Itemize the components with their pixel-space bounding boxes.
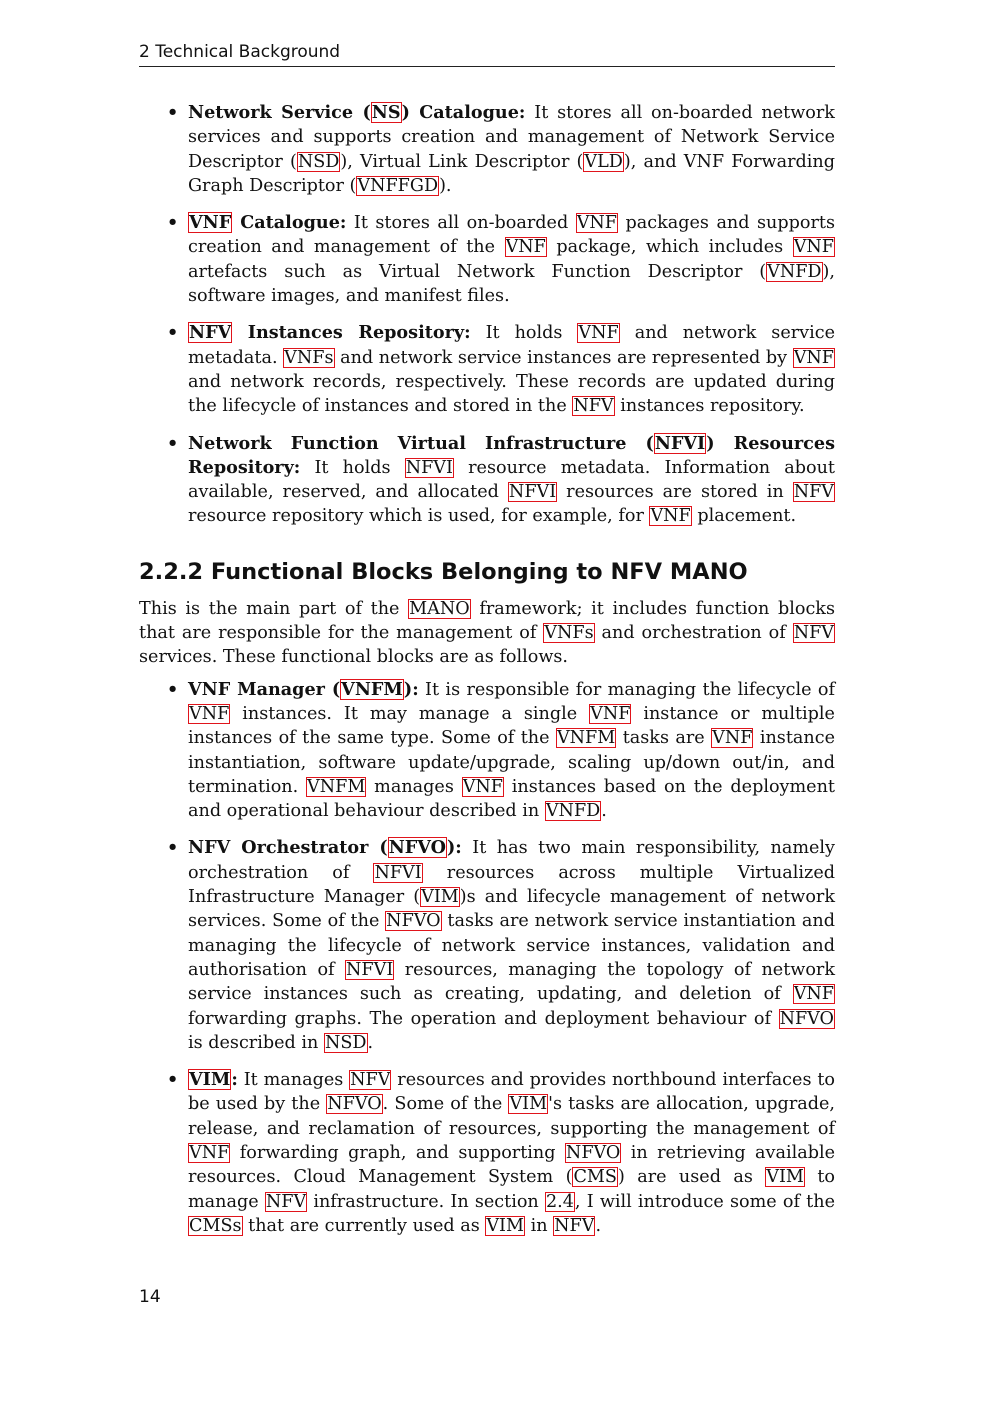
acronym-link[interactable]: MANO: [409, 598, 470, 619]
page-number: 14: [139, 1287, 161, 1307]
acronym-link[interactable]: VNFM: [341, 678, 403, 700]
acronym-link[interactable]: NFVO: [779, 1008, 834, 1029]
acronym-link[interactable]: VNF: [189, 212, 232, 234]
list-item: [139, 1068, 835, 1238]
acronym-link[interactable]: NFVO: [327, 1094, 382, 1115]
item-term: NFV Orchestrator (NFVO):: [188, 837, 462, 859]
acronym-link[interactable]: NFVO: [388, 837, 446, 859]
item-description: It holds VNF and network service metadata. VNFs and network service instances are represented by VNF and network records, respectively. These records are updated during the lifecycle of instances and stored in the NFV instances repository.: [188, 323, 835, 417]
acronym-link[interactable]: 2.4: [545, 1191, 574, 1212]
acronym-link[interactable]: VNF: [576, 213, 618, 234]
acronym-link[interactable]: VIM: [421, 887, 459, 908]
section-heading: 2.2.2 Functional Blocks Belonging to NFV MANO: [139, 558, 748, 585]
acronym-link[interactable]: NFVO: [565, 1142, 621, 1163]
running-header: 2 Technical Background: [139, 40, 835, 67]
acronym-link[interactable]: CMS: [573, 1167, 617, 1188]
item-term: VIM:: [189, 1069, 238, 1091]
item-description: It has two main responsibility, namely orchestration of NFVI resources across multiple Virtualized Infrastructure Manager (VIM)s and lifecycle management of network services. Some of the NFVO tasks are network service instantiation and managing the lifecycle of network service instances, validation and authorisation of NFVI resources, managing the topology of network service instances such as creating, updating, and deletion of VNF forwarding graphs. The operation and deployment behaviour of NFVO is described in NSD.: [188, 838, 836, 1053]
bullet-icon: •: [167, 322, 179, 344]
bullet-icon: •: [167, 212, 179, 234]
item-description: It holds NFVI resource metadata. Information about available, reserved, and allocated NFVI resources are stored in NFV resource repository which is used, for example, for VNF placement.: [188, 457, 835, 527]
acronym-link[interactable]: NFVI: [405, 457, 453, 478]
acronym-link[interactable]: NFVI: [374, 862, 422, 883]
list-item: [139, 211, 835, 308]
bullet-icon: •: [167, 432, 179, 454]
acronym-link[interactable]: VNFFGD: [357, 175, 439, 196]
acronym-link[interactable]: VNF: [793, 237, 834, 258]
item-term: Network Service (NS) Catalogue:: [188, 102, 526, 123]
acronym-link[interactable]: VNF: [590, 703, 631, 724]
functional-blocks-list: [139, 678, 835, 1239]
acronym-link[interactable]: NFV: [793, 482, 834, 503]
list-item: [139, 101, 835, 198]
bullet-icon: •: [167, 837, 179, 859]
acronym-link[interactable]: CMSs: [189, 1215, 242, 1236]
acronym-link[interactable]: VNF: [505, 237, 546, 258]
acronym-link[interactable]: NS: [371, 102, 401, 123]
acronym-link[interactable]: VIM: [189, 1069, 231, 1091]
acronym-link[interactable]: NFV: [189, 322, 232, 344]
bullet-icon: •: [167, 102, 179, 123]
acronym-link[interactable]: VNFD: [767, 261, 822, 282]
list-item: [139, 836, 835, 1055]
item-term: VNF Manager (VNFM):: [188, 678, 419, 700]
item-term: NFV Instances Repository:: [189, 322, 471, 344]
acronym-link[interactable]: NFV: [554, 1215, 595, 1236]
acronym-link[interactable]: VNF: [712, 728, 753, 749]
acronym-link[interactable]: NFV: [573, 396, 614, 417]
item-term: Network Function Virtual Infrastructure (NFVI) Resources Repository:: [188, 432, 835, 478]
acronym-link[interactable]: VNF: [578, 323, 619, 344]
acronym-link[interactable]: NSD: [324, 1032, 367, 1053]
acronym-link[interactable]: NFVI: [654, 432, 706, 454]
acronym-link[interactable]: VLD: [584, 151, 623, 172]
acronym-link[interactable]: VNF: [650, 506, 691, 527]
acronym-link[interactable]: NFV: [350, 1070, 391, 1091]
acronym-link[interactable]: NFV: [793, 623, 835, 644]
acronym-link[interactable]: VNFs: [284, 347, 334, 368]
acronym-link[interactable]: VNF: [793, 984, 834, 1005]
acronym-link[interactable]: VIM: [509, 1094, 548, 1115]
acronym-link[interactable]: VIM: [766, 1167, 804, 1188]
acronym-link[interactable]: NFVI: [346, 959, 394, 980]
acronym-link[interactable]: NSD: [297, 151, 340, 172]
intro-paragraph: This is the main part of the MANO framework; it includes function blocks that are responsible for the management of VNFs and orchestration of NFV services. These functional blocks are as follows.: [139, 598, 835, 668]
acronym-link[interactable]: VNF: [189, 703, 230, 724]
acronym-link[interactable]: VNFD: [545, 801, 601, 822]
acronym-link[interactable]: NFVO: [386, 911, 441, 932]
acronym-link[interactable]: NFV: [265, 1191, 307, 1212]
repository-list: [139, 101, 835, 529]
acronym-link[interactable]: VNF: [462, 776, 503, 797]
acronym-link[interactable]: VNFs: [544, 623, 594, 644]
list-item: [139, 321, 835, 418]
item-description: It is responsible for managing the lifecycle of VNF instances. It may manage a single VNF instance or multiple instances of the same type. Some of the VNFM tasks are VNF instance instantiation, software update/upgrade, scaling up/down out/in, and termination. VNFM manages VNF instances based on the deployment and operational behaviour described in VNFD.: [188, 679, 835, 822]
acronym-link[interactable]: VNFM: [556, 728, 616, 749]
item-description: It stores all on-boarded VNF packages and supports creation and management of the VNF package, which includes VNF artefacts such as Virtual Network Function Descriptor (VNFD), software images, and manifest files.: [188, 213, 836, 307]
list-item: [139, 678, 835, 824]
bullet-icon: •: [167, 1069, 179, 1091]
list-item: [139, 432, 835, 529]
acronym-link[interactable]: VIM: [486, 1215, 524, 1236]
acronym-link[interactable]: VNF: [793, 347, 834, 368]
acronym-link[interactable]: NFVI: [508, 482, 557, 503]
item-term: VNF Catalogue:: [189, 212, 347, 234]
acronym-link[interactable]: VNFM: [307, 776, 366, 797]
item-description: It stores all on-boarded network services and supports creation and management of Network Service Descriptor (NSD), Virtual Link Descriptor (VLD), and VNF Forwarding Graph Descriptor (VNFFGD).: [188, 103, 835, 196]
bullet-icon: •: [167, 678, 179, 700]
item-description: It manages NFV resources and provides northbound interfaces to be used by the NFVO. Some of the VIM's tasks are allocation, upgrade, release, and reclamation of resources, supporting the management of VNF forwarding graph, and supporting NFVO in retrieving available resources. Cloud Management System (CMS) are used as VIM to manage NFV infrastructure. In section 2.4, I will introduce some of the CMSs that are currently used as VIM in NFV.: [188, 1070, 836, 1236]
acronym-link[interactable]: VNF: [189, 1142, 230, 1163]
document-page: [139, 40, 835, 1251]
